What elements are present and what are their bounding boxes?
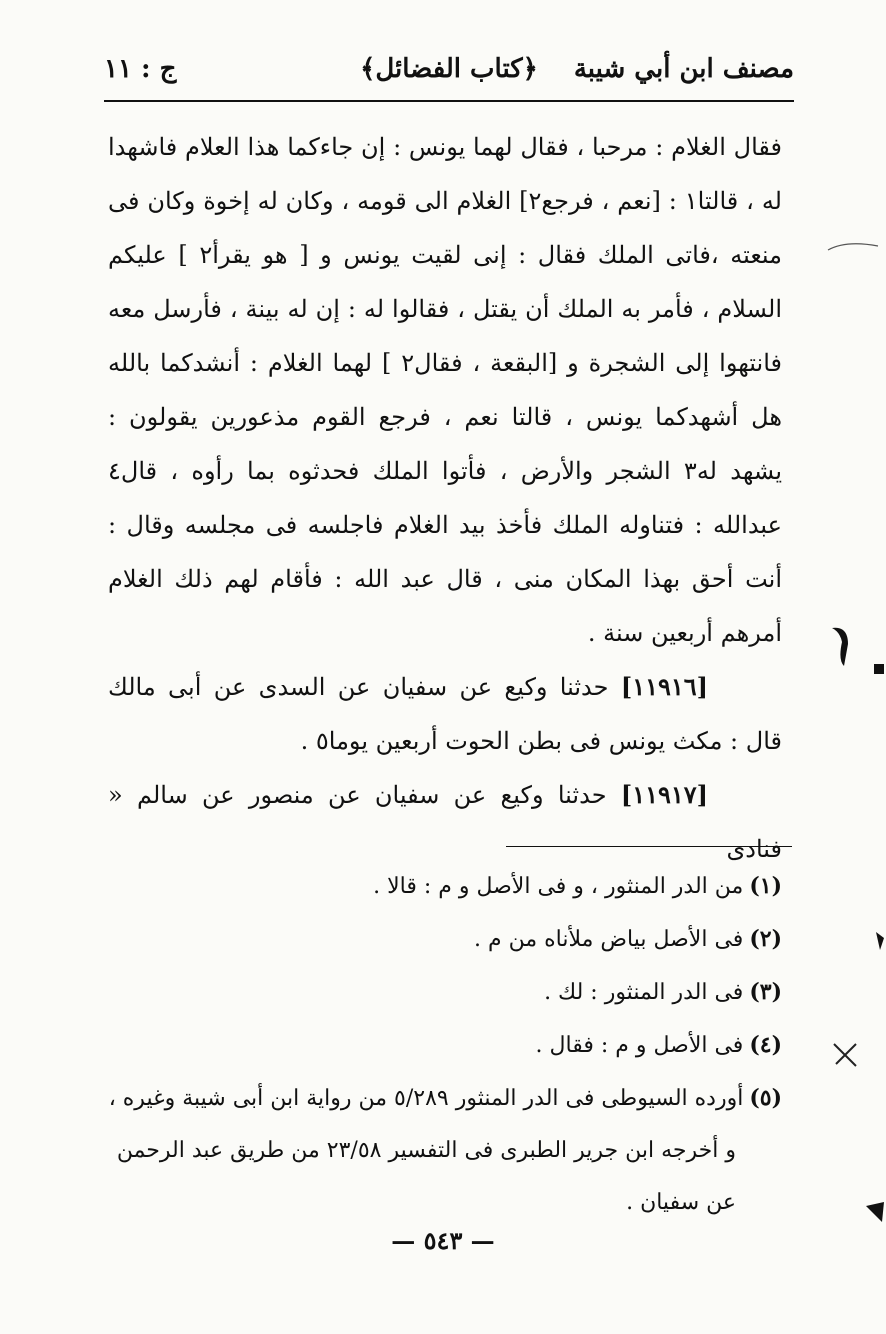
- footnote: [108, 860, 788, 913]
- hadith-text: حدثنا وكيع عن سفيان عن منصور عن سالم « فنادى: [108, 781, 782, 863]
- hadith-number: [١١٩١٦]: [620, 672, 708, 701]
- footnote: [108, 913, 788, 966]
- scan-mark: [826, 236, 882, 260]
- chapter-title: ﴿كتاب الفضائل﴾: [360, 54, 538, 84]
- scan-mark: [826, 620, 886, 680]
- main-text: [108, 120, 782, 876]
- scan-mark: [830, 1040, 860, 1070]
- book-title: مصنف ابن أبي شيبة: [573, 54, 794, 84]
- footnote: [108, 1019, 788, 1072]
- footnote-number: (٥): [749, 1085, 782, 1111]
- footnote-text: من الدر المنثور ، و فى الأصل و م : قالا .: [373, 874, 744, 899]
- volume-number: ج : ١١: [104, 54, 177, 84]
- footnote-text: أورده السيوطى فى الدر المنثور ٥/٢٨٩ من رواية ابن أبى شيبة وغيره ،: [108, 1086, 744, 1111]
- scan-mark: [864, 1196, 886, 1226]
- footnote-number: (٢): [749, 926, 782, 952]
- footnote-number: (٤): [749, 1032, 782, 1058]
- footnotes: [108, 860, 788, 1229]
- hadith-text: حدثنا وكيع عن سفيان عن السدى عن أبى مالك قال : مكث يونس فى بطن الحوت أربعين يوما٥ .: [108, 673, 782, 755]
- hadith-entry: [108, 660, 782, 768]
- footnote-continuation: و أخرجه ابن جرير الطبرى فى التفسير ٢٣/٥٨ من طريق عبد الرحمن: [116, 1138, 736, 1163]
- footnote: [108, 966, 788, 1019]
- footnote: [108, 1072, 788, 1125]
- hadith-number: [١١٩١٧]: [620, 780, 708, 809]
- running-header: [104, 48, 794, 100]
- footnote-number: (٣): [749, 979, 782, 1005]
- narrative-paragraph: فقال الغلام : مرحبا ، فقال لهما يونس : إن جاءكما هذا العلام فاشهدا له ، قالتا١ : [نعم ، فرجع٢] الغلام الى قومه ، وكان له إخوة وكان فى منعته ،فاتى الملك فقال : إنى لقيت يونس و [ هو يقرأ٢ ] عليكم السلام ، فأمر به الملك أن يقتل ، فقالوا له : إن له بينة ، فأرسل معه فانتهوا إلى الشجرة و [البقعة ، فقال٢ ] لهما الغلام : أنشدكما بالله هل أشهدكما يونس ، قالتا نعم ، فرجع القوم مذعورين يقولون : يشهد له٣ الشجر والأرض ، فأتوا الملك فحدثوه بما رأوه ، قال٤ عبدالله : فتناوله الملك فأخذ بيد الغلام فاجلسه فى مجلسه وقال : أنت أحق بهذا المكان منى ، قال عبد الله : فأقام لهم ذلك الغلام أمرهم أربعين سنة .: [108, 133, 783, 647]
- scan-mark: [872, 930, 886, 952]
- footnote-continuation: عن سفيان .: [626, 1190, 736, 1215]
- header-rule: [104, 100, 794, 102]
- footnote-number: (١): [749, 873, 782, 899]
- footnote-text: فى الأصل بياض ملأناه من م .: [474, 927, 744, 952]
- footnote-text: فى الأصل و م : فقال .: [535, 1033, 744, 1058]
- footnote-separator: [506, 846, 792, 847]
- footnote-text: فى الدر المنثور : لك .: [544, 980, 744, 1005]
- page-number: — ٥٤٣ —: [391, 1226, 495, 1255]
